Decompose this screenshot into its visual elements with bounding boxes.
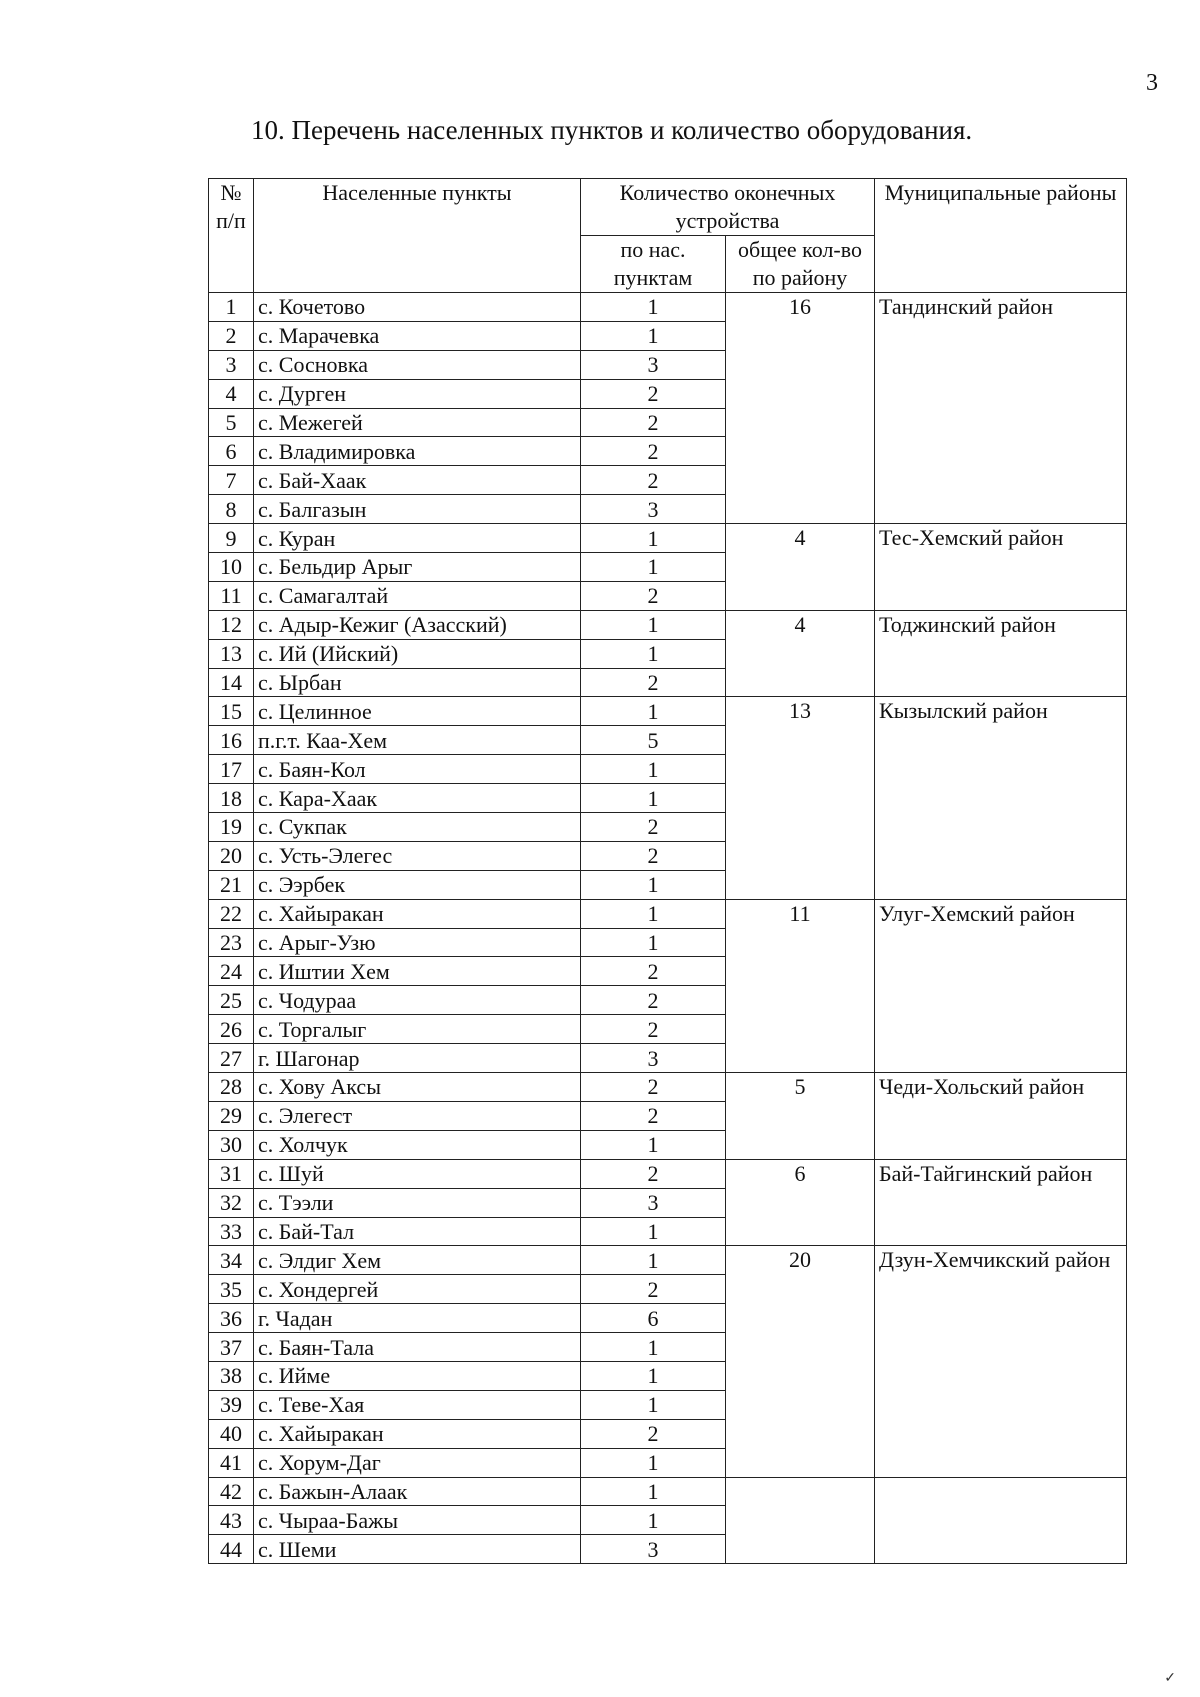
settlement-count: 2 — [581, 379, 726, 408]
table-header — [209, 179, 1127, 293]
row-number: 43 — [209, 1506, 254, 1535]
table-row — [209, 1159, 1127, 1188]
district-total — [726, 1477, 875, 1564]
district-total: 20 — [726, 1246, 875, 1477]
settlement-count: 2 — [581, 1073, 726, 1102]
table-row — [209, 293, 1127, 322]
row-number: 39 — [209, 1390, 254, 1419]
row-number: 42 — [209, 1477, 254, 1506]
row-number: 36 — [209, 1304, 254, 1333]
settlement-name: с. Хондергей — [254, 1275, 581, 1304]
settlement-count: 1 — [581, 870, 726, 899]
row-number: 5 — [209, 408, 254, 437]
row-number: 11 — [209, 581, 254, 610]
settlement-count: 1 — [581, 1477, 726, 1506]
row-number: 25 — [209, 986, 254, 1015]
row-number: 20 — [209, 841, 254, 870]
settlement-count: 1 — [581, 1448, 726, 1477]
row-number: 29 — [209, 1101, 254, 1130]
row-number: 40 — [209, 1419, 254, 1448]
settlement-name: с. Хайыракан — [254, 1419, 581, 1448]
settlement-count: 1 — [581, 1217, 726, 1246]
settlement-name: с. Ээрбек — [254, 870, 581, 899]
settlement-name: с. Элегест — [254, 1101, 581, 1130]
row-number: 10 — [209, 553, 254, 582]
settlement-name: с. Владимировка — [254, 437, 581, 466]
settlement-count: 2 — [581, 1159, 726, 1188]
settlement-name: с. Хорум-Даг — [254, 1448, 581, 1477]
settlement-name: с. Адыр-Кежиг (Азасский) — [254, 610, 581, 639]
page-number: 3 — [1146, 70, 1158, 96]
settlement-name: с. Бажын-Алаак — [254, 1477, 581, 1506]
settlement-count: 3 — [581, 1535, 726, 1564]
settlement-count: 3 — [581, 1188, 726, 1217]
row-number: 17 — [209, 755, 254, 784]
header-num: № п/п — [209, 179, 254, 293]
settlement-count: 1 — [581, 755, 726, 784]
row-number: 33 — [209, 1217, 254, 1246]
settlement-name: с. Целинное — [254, 697, 581, 726]
settlement-count: 5 — [581, 726, 726, 755]
settlement-count: 3 — [581, 1044, 726, 1073]
settlement-name: г. Чадан — [254, 1304, 581, 1333]
row-number: 24 — [209, 957, 254, 986]
settlement-name: с. Марачевка — [254, 321, 581, 350]
settlement-count: 1 — [581, 1506, 726, 1535]
row-number: 35 — [209, 1275, 254, 1304]
settlement-name: с. Торгалыг — [254, 1015, 581, 1044]
header-by-settlement: по нас. пунктам — [581, 236, 726, 293]
settlement-name: с. Бай-Хаак — [254, 466, 581, 495]
settlement-count: 2 — [581, 957, 726, 986]
header-districts: Муниципальные районы — [875, 179, 1127, 293]
row-number: 27 — [209, 1044, 254, 1073]
settlement-count: 1 — [581, 293, 726, 322]
corner-mark: ✓ — [1164, 1671, 1176, 1686]
district-total: 13 — [726, 697, 875, 899]
settlement-count: 2 — [581, 1015, 726, 1044]
row-number: 13 — [209, 639, 254, 668]
settlement-name: с. Тээли — [254, 1188, 581, 1217]
settlement-name: с. Сосновка — [254, 350, 581, 379]
settlement-count: 2 — [581, 437, 726, 466]
settlement-name: с. Хайыракан — [254, 899, 581, 928]
table-row — [209, 697, 1127, 726]
settlement-name: с. Баян-Кол — [254, 755, 581, 784]
row-number: 38 — [209, 1361, 254, 1390]
row-number: 19 — [209, 813, 254, 842]
row-number: 14 — [209, 668, 254, 697]
settlement-name: с. Хову Аксы — [254, 1073, 581, 1102]
settlement-count: 2 — [581, 813, 726, 842]
settlement-name: с. Куран — [254, 524, 581, 553]
district-total: 4 — [726, 610, 875, 697]
district-total: 6 — [726, 1159, 875, 1246]
settlement-count: 1 — [581, 1130, 726, 1159]
settlement-count: 1 — [581, 321, 726, 350]
settlement-count: 2 — [581, 986, 726, 1015]
settlement-count: 1 — [581, 1246, 726, 1275]
settlement-name: с. Межегей — [254, 408, 581, 437]
settlement-name: с. Холчук — [254, 1130, 581, 1159]
settlement-count: 1 — [581, 697, 726, 726]
settlement-name: г. Шагонар — [254, 1044, 581, 1073]
settlement-count: 2 — [581, 581, 726, 610]
district-total: 11 — [726, 899, 875, 1072]
district-total: 5 — [726, 1073, 875, 1160]
settlement-count: 1 — [581, 524, 726, 553]
row-number: 44 — [209, 1535, 254, 1564]
row-number: 1 — [209, 293, 254, 322]
table-row — [209, 899, 1127, 928]
row-number: 2 — [209, 321, 254, 350]
settlement-count: 1 — [581, 639, 726, 668]
row-number: 6 — [209, 437, 254, 466]
settlement-name: с. Самагалтай — [254, 581, 581, 610]
settlement-name: с. Ийме — [254, 1361, 581, 1390]
row-number: 28 — [209, 1073, 254, 1102]
settlement-count: 1 — [581, 899, 726, 928]
district-name: Улуг-Хемский район — [875, 899, 1127, 1072]
settlement-name: с. Шеми — [254, 1535, 581, 1564]
row-number: 12 — [209, 610, 254, 639]
settlement-name: с. Сукпак — [254, 813, 581, 842]
settlement-name: с. Кара-Хаак — [254, 784, 581, 813]
row-number: 18 — [209, 784, 254, 813]
row-number: 22 — [209, 899, 254, 928]
settlement-count: 1 — [581, 1390, 726, 1419]
settlement-name: с. Арыг-Узю — [254, 928, 581, 957]
settlement-name: с. Бельдир Арыг — [254, 553, 581, 582]
row-number: 26 — [209, 1015, 254, 1044]
settlement-name: с. Чыраа-Бажы — [254, 1506, 581, 1535]
settlement-count: 1 — [581, 1361, 726, 1390]
settlement-count: 1 — [581, 784, 726, 813]
district-name: Бай-Тайгинский район — [875, 1159, 1127, 1246]
settlement-count: 1 — [581, 1333, 726, 1362]
settlement-name: с. Ий (Ийский) — [254, 639, 581, 668]
row-number: 30 — [209, 1130, 254, 1159]
row-number: 15 — [209, 697, 254, 726]
settlement-name: с. Дурген — [254, 379, 581, 408]
district-total: 4 — [726, 524, 875, 611]
row-number: 41 — [209, 1448, 254, 1477]
header-by-district: общее кол-во по району — [726, 236, 875, 293]
row-number: 3 — [209, 350, 254, 379]
row-number: 7 — [209, 466, 254, 495]
settlement-count: 3 — [581, 350, 726, 379]
district-name: Тоджинский район — [875, 610, 1127, 697]
settlement-count: 2 — [581, 1419, 726, 1448]
settlement-name: с. Усть-Элегес — [254, 841, 581, 870]
table-row — [209, 1477, 1127, 1506]
header-endpoints: Количество оконечных устройства — [581, 179, 875, 236]
row-number: 8 — [209, 495, 254, 524]
row-number: 16 — [209, 726, 254, 755]
row-number: 31 — [209, 1159, 254, 1188]
district-name: Тандинский район — [875, 293, 1127, 524]
settlement-name: с. Баян-Тала — [254, 1333, 581, 1362]
settlement-count: 3 — [581, 495, 726, 524]
district-total: 16 — [726, 293, 875, 524]
row-number: 32 — [209, 1188, 254, 1217]
settlement-count: 2 — [581, 1101, 726, 1130]
district-name — [875, 1477, 1127, 1564]
settlement-name: с. Бай-Тал — [254, 1217, 581, 1246]
document-title: 10. Перечень населенных пунктов и количество оборудования. — [251, 115, 973, 145]
table-row — [209, 1073, 1127, 1102]
table-body — [209, 293, 1127, 1564]
settlement-count: 2 — [581, 1275, 726, 1304]
settlement-name: с. Балгазын — [254, 495, 581, 524]
row-number: 21 — [209, 870, 254, 899]
settlement-count: 1 — [581, 610, 726, 639]
settlement-count: 2 — [581, 668, 726, 697]
row-number: 37 — [209, 1333, 254, 1362]
settlement-count: 2 — [581, 408, 726, 437]
settlement-name: с. Иштии Хем — [254, 957, 581, 986]
district-name: Кызылский район — [875, 697, 1127, 899]
row-number: 23 — [209, 928, 254, 957]
settlement-count: 1 — [581, 553, 726, 582]
district-name: Чеди-Хольский район — [875, 1073, 1127, 1160]
settlement-name: с. Кочетово — [254, 293, 581, 322]
settlement-count: 1 — [581, 928, 726, 957]
table-row — [209, 1246, 1127, 1275]
district-name: Дзун-Хемчикский район — [875, 1246, 1127, 1477]
district-name: Тес-Хемский район — [875, 524, 1127, 611]
table-row — [209, 610, 1127, 639]
settlement-name: с. Шуй — [254, 1159, 581, 1188]
settlement-count: 2 — [581, 841, 726, 870]
settlement-name: с. Чодураа — [254, 986, 581, 1015]
settlement-name: с. Ырбан — [254, 668, 581, 697]
row-number: 9 — [209, 524, 254, 553]
settlement-name: п.г.т. Каа-Хем — [254, 726, 581, 755]
table-row — [209, 524, 1127, 553]
row-number: 34 — [209, 1246, 254, 1275]
settlement-name: с. Элдиг Хем — [254, 1246, 581, 1275]
settlement-name: с. Теве-Хая — [254, 1390, 581, 1419]
settlements-equipment-table — [208, 178, 1127, 1564]
row-number: 4 — [209, 379, 254, 408]
settlement-count: 6 — [581, 1304, 726, 1333]
settlement-count: 2 — [581, 466, 726, 495]
header-settlements: Населенные пункты — [254, 179, 581, 293]
